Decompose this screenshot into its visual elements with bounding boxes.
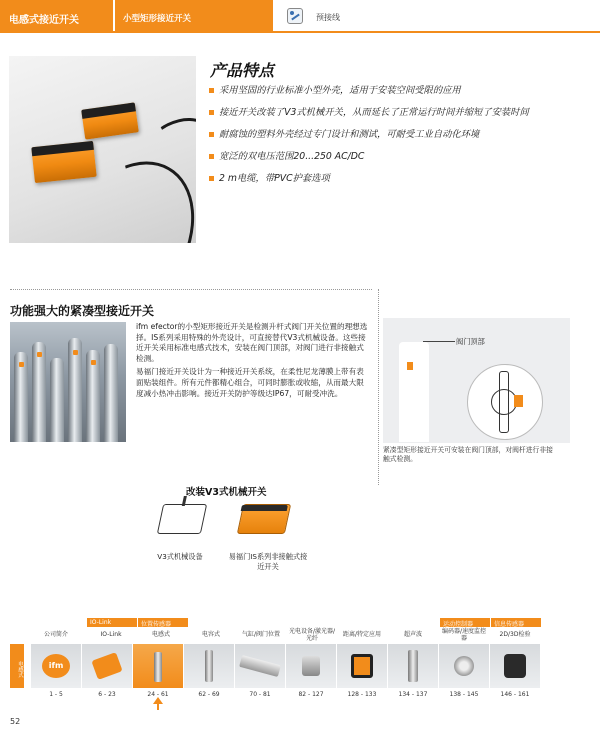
nav-pages: 138 - 145 bbox=[449, 691, 479, 698]
io-link-module-icon bbox=[91, 652, 122, 680]
valve-diagram bbox=[383, 318, 570, 443]
divider bbox=[378, 289, 379, 485]
nav-label: 电容式 bbox=[201, 631, 220, 638]
nav-tag: 位置传感器 bbox=[138, 618, 188, 627]
nav-item-encoder[interactable] bbox=[439, 644, 489, 688]
nav-item-vision[interactable] bbox=[490, 644, 540, 688]
ultrasonic-sensor-icon bbox=[408, 650, 418, 682]
body-paragraph: ifm efector的小型矩形接近开关是检测升杆式阀门开关位置的理想选择。IS系列采用特殊的外壳设计，可直接替代V3式机械设备。这些接近开关采用标准电感式技术，安装在阀门顶部，对阀门进行非接触式检测。 bbox=[136, 322, 368, 363]
wiring-icon bbox=[287, 8, 303, 24]
nav-label: 气缸/阀门位置 bbox=[241, 631, 281, 638]
capacitive-sensor-icon bbox=[205, 650, 213, 682]
current-section-arrow-stem bbox=[157, 703, 159, 710]
product-photo bbox=[9, 56, 196, 243]
body-paragraph: 易福门接近开关设计为一种接近开关系统，在柔性尼龙薄膜上带有表面贴装组件。所有元件都精心组合，可同时膨胀或收缩，从而最大限度减小热冲击影响。接近开关防护等级达IP67，可耐受冲洗。 bbox=[136, 367, 364, 398]
vision-sensor-icon bbox=[504, 654, 526, 678]
header-bar bbox=[0, 0, 600, 34]
feature-item: 宽泛的双电压范围20...250 AC/DC bbox=[209, 151, 589, 163]
nav-item-company[interactable] bbox=[31, 644, 81, 688]
nav-pages: 1 - 5 bbox=[49, 691, 63, 698]
nav-item-photoelectric[interactable] bbox=[286, 644, 336, 688]
nav-pages: 6 - 23 bbox=[98, 691, 116, 698]
proximity-caption: 易福门IS系列非接触式接近开关 bbox=[228, 552, 308, 571]
cylinder-sensor-icon bbox=[239, 655, 281, 677]
sensor-marker bbox=[407, 362, 413, 370]
nav-label: 电感式 bbox=[151, 631, 170, 638]
distance-sensor-icon bbox=[351, 654, 373, 678]
mechanical-switch-image bbox=[157, 504, 207, 534]
subsection-tab: 小型矩形接近开关 bbox=[115, 0, 273, 31]
nav-pages: 128 - 133 bbox=[347, 691, 377, 698]
nav-pages: 24 - 61 bbox=[147, 691, 169, 698]
section-body bbox=[136, 322, 370, 402]
nav-tag: IO-Link bbox=[87, 618, 137, 627]
page-number: 52 bbox=[10, 717, 21, 726]
leader-line bbox=[423, 341, 455, 342]
sensor-image bbox=[81, 102, 139, 139]
nav-item-inductive[interactable] bbox=[133, 644, 183, 688]
nav-label: 距离/特定应用 bbox=[342, 631, 382, 638]
nav-label: 2D/3D检验 bbox=[499, 631, 531, 638]
inductive-sensor-icon bbox=[154, 652, 162, 682]
valve-stem bbox=[399, 342, 429, 442]
feature-item: 采用坚固的行业标准小型外壳，适用于安装空间受限的应用 bbox=[209, 85, 589, 97]
nav-tag: 运动控制器 bbox=[440, 618, 490, 627]
detail-circle bbox=[467, 364, 543, 440]
nav-tag: 信息传感器 bbox=[491, 618, 541, 627]
nav-label: 编码器/速度监控器 bbox=[441, 628, 487, 642]
feature-item: 2 m电缆，带PVC护套选项 bbox=[209, 173, 589, 185]
features-list bbox=[209, 85, 589, 195]
nav-label: 超声波 bbox=[403, 631, 422, 638]
nav-side-label: 电感式 bbox=[10, 644, 24, 688]
nav-pages: 70 - 81 bbox=[249, 691, 271, 698]
nav-label: 公司简介 bbox=[43, 631, 68, 638]
nav-pages: 134 - 137 bbox=[398, 691, 428, 698]
nav-pages: 82 - 127 bbox=[298, 691, 324, 698]
ifm-logo-icon: ifm bbox=[42, 654, 70, 678]
nav-pages: 62 - 69 bbox=[198, 691, 220, 698]
header-rule bbox=[0, 31, 600, 33]
mechanical-caption: V3式机械设备 bbox=[157, 552, 203, 561]
nav-item-capacitive[interactable] bbox=[184, 644, 234, 688]
nav-item-cylinder[interactable] bbox=[235, 644, 285, 688]
diagram-caption: 紧凑型矩形接近开关可安装在阀门顶部，对阀杆进行非接触式检测。 bbox=[383, 446, 553, 463]
feature-item: 耐腐蚀的塑料外壳经过专门设计和测试，可耐受工业自动化环境 bbox=[209, 129, 589, 141]
proximity-switch-image bbox=[237, 504, 291, 534]
retrofit-title: 改装V3式机械开关 bbox=[186, 487, 267, 498]
nav-label: IO-Link bbox=[100, 631, 122, 638]
sensor-image bbox=[31, 141, 96, 183]
feature-item: 接近开关改装了V3式机械开关，从而延长了正常运行时间并缩短了安装时间 bbox=[209, 107, 589, 119]
valve-top-label: 阀门顶部 bbox=[456, 337, 485, 346]
encoder-icon bbox=[454, 656, 474, 676]
divider bbox=[10, 289, 372, 290]
features-title: 产品特点 bbox=[210, 61, 275, 80]
wiring-label: 预接线 bbox=[316, 13, 340, 22]
nav-pages: 146 - 161 bbox=[500, 691, 530, 698]
photoelectric-sensor-icon bbox=[302, 656, 320, 676]
nav-label: 光电设备/激光器/光纤 bbox=[288, 628, 336, 642]
valve-plant-photo bbox=[10, 322, 126, 442]
nav-item-io-link[interactable] bbox=[82, 644, 132, 688]
nav-item-ultrasonic[interactable] bbox=[388, 644, 438, 688]
section-title: 功能强大的紧凑型接近开关 bbox=[10, 304, 155, 318]
section-tab: 电感式接近开关 bbox=[0, 0, 113, 31]
nav-item-distance[interactable] bbox=[337, 644, 387, 688]
